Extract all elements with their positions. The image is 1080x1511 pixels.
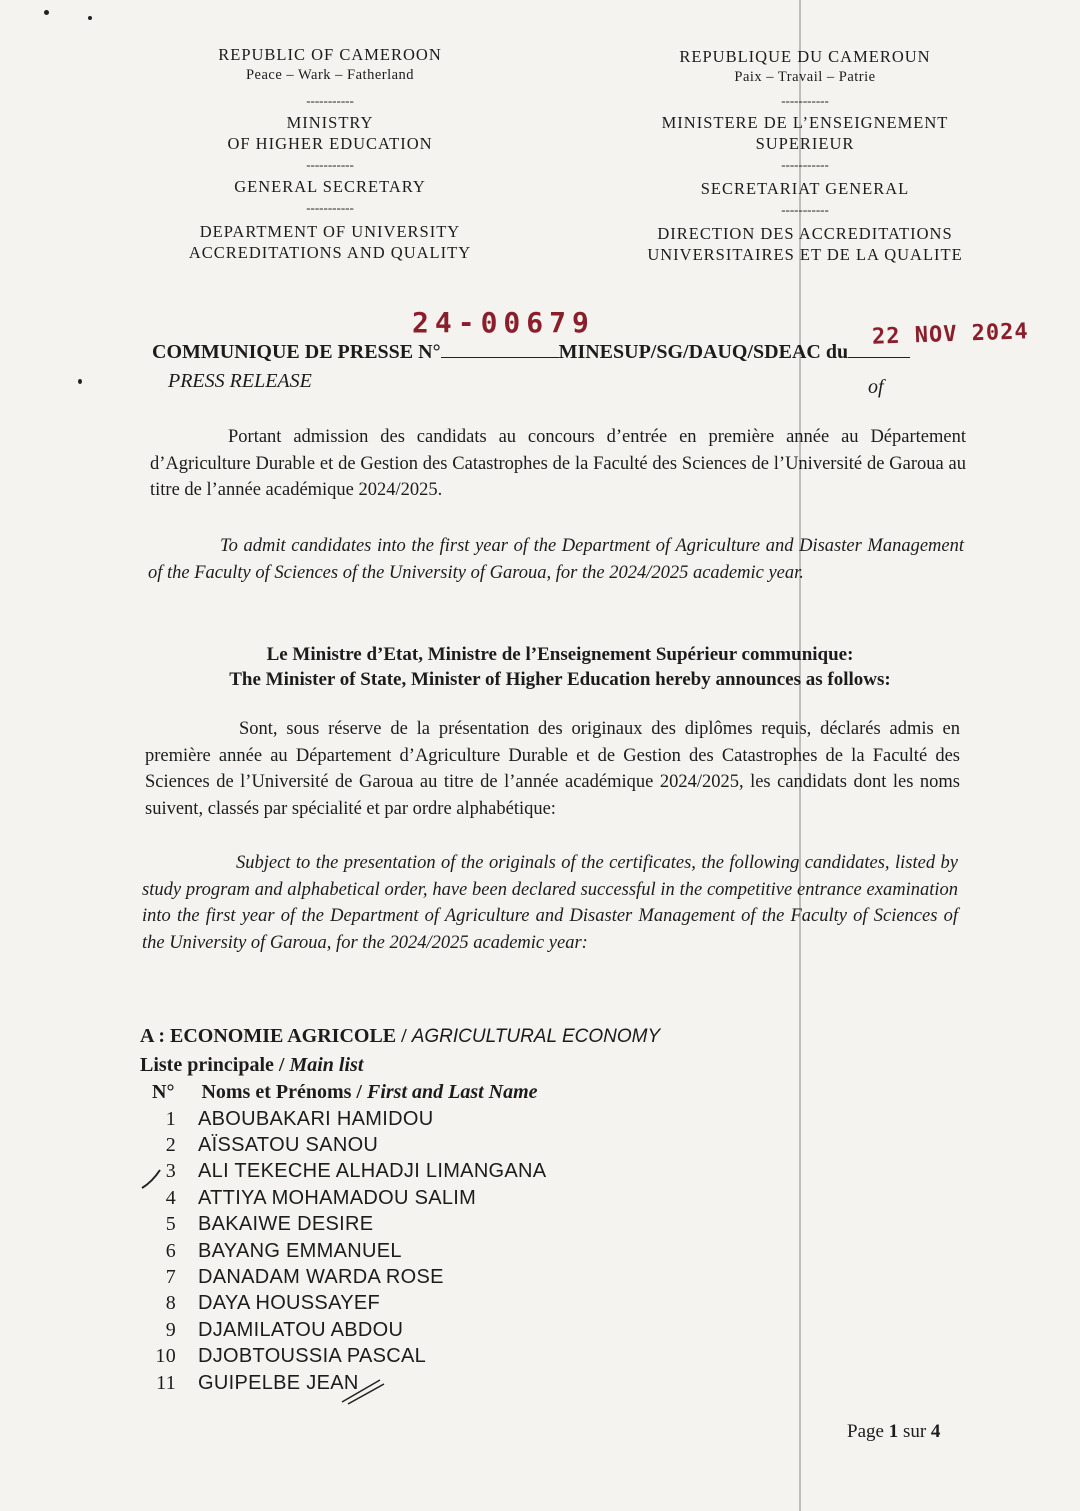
title-of: of (868, 376, 884, 398)
column-headers (152, 1081, 538, 1104)
header-left-ministry-1: MINISTRY (286, 113, 374, 132)
row-number: 4 (165, 1186, 176, 1209)
page-current: 1 (888, 1421, 899, 1442)
row-number: 3 (165, 1160, 176, 1183)
title-du: du (825, 341, 849, 363)
table-row (140, 1317, 546, 1343)
header-left-motto: Peace – Wark – Fatherland (245, 67, 415, 83)
header-right-country: REPUBLIQUE DU CAMEROUN (679, 47, 931, 66)
handwritten-strike (338, 1376, 388, 1406)
press-release-title (152, 341, 910, 364)
row-name: DAYA HOUSSAYEF (198, 1292, 381, 1315)
table-row (140, 1106, 546, 1132)
header-right-department-1: DIRECTION DES ACCREDITATIONS (657, 224, 953, 243)
row-number: 10 (155, 1345, 176, 1368)
stamp-number: 24-00679 (412, 306, 595, 339)
row-number: 8 (165, 1292, 176, 1315)
column-header-number: N° (152, 1081, 175, 1103)
dust-speck (44, 10, 49, 15)
list-title (140, 1054, 363, 1077)
header-left (160, 44, 500, 263)
header-left-country: REPUBLIC OF CAMEROON (218, 45, 442, 64)
table-row (140, 1132, 546, 1158)
body-french: Sont, sous réserve de la présentation des originaux des diplômes requis, déclarés admis en première année au Département d’Agriculture Durable et de Gestion des Catastrophes de la Faculté des Sciences de l’Université de Garoua au titre de l’année académique 2024/2025, les candidats dont les noms suivent, classés par spécialité et par ordre alphabétique: (145, 719, 960, 819)
header-left-department-1: DEPARTMENT OF UNIVERSITY (199, 222, 461, 241)
header-left-separator: ----------- (306, 93, 354, 108)
table-row (140, 1344, 546, 1370)
table-row (140, 1159, 546, 1185)
row-number: 2 (165, 1134, 176, 1157)
row-name: BAYANG EMMANUEL (198, 1239, 402, 1262)
title-label: COMMUNIQUE DE PRESSE N° (152, 341, 441, 363)
announce-english: The Minister of State, Minister of Higher Education hereby announces as follows: (229, 669, 891, 690)
column-header-name-fr: Noms et Prénoms / (201, 1081, 362, 1103)
row-name: ALI TEKECHE ALHADJI LIMANGANA (198, 1160, 547, 1183)
date-blank (848, 343, 910, 358)
header-right-ministry-2: SUPERIEUR (755, 134, 855, 153)
header-right-department-2: UNIVERSITAIRES ET DE LA QUALITE (647, 245, 963, 264)
row-name: ABOUBAKARI HAMIDOU (198, 1107, 434, 1130)
column-header-name-en: First and Last Name (366, 1081, 538, 1103)
dust-speck (78, 379, 82, 384)
header-right-separator: ----------- (781, 202, 829, 217)
header-right (630, 46, 980, 265)
list-title-fr: Liste principale / (140, 1054, 285, 1076)
row-number: 7 (165, 1266, 176, 1289)
row-name: DJAMILATOU ABDOU (198, 1318, 404, 1341)
header-left-separator: ----------- (306, 157, 354, 172)
row-name: BAKAIWE DESIRE (198, 1213, 374, 1236)
row-name: ATTIYA MOHAMADOU SALIM (198, 1186, 477, 1209)
press-release-subtitle: PRESS RELEASE (168, 370, 312, 392)
page-total: 4 (930, 1421, 941, 1442)
page-number (847, 1421, 940, 1443)
section-title-en: AGRICULTURAL ECONOMY (411, 1026, 661, 1047)
table-row (140, 1291, 546, 1317)
number-blank (441, 343, 559, 358)
list-title-en: Main list (289, 1054, 364, 1076)
table-row (140, 1238, 546, 1264)
object-french: Portant admission des candidats au concours d’entrée en première année au Département d’Agriculture Durable et de Gestion des Catastrophes de la Faculté des Sciences de l’Université de Garoua au titre de l’année académique 2024/2025. (150, 427, 966, 500)
row-name: AÏSSATOU SANOU (198, 1134, 379, 1157)
row-number: 1 (165, 1107, 176, 1130)
header-left-ministry-2: OF HIGHER EDUCATION (227, 134, 433, 153)
table-row (140, 1264, 546, 1290)
row-name: GUIPELBE JEAN (198, 1371, 359, 1394)
dust-speck (88, 16, 92, 20)
page-sur: sur (902, 1421, 927, 1442)
header-right-ministry-1: MINISTERE DE L’ENSEIGNEMENT (661, 113, 949, 132)
header-right-separator: ----------- (781, 93, 829, 108)
header-left-secretariat: GENERAL SECRETARY (234, 177, 426, 196)
header-left-separator: ----------- (306, 200, 354, 215)
title-reference: MINESUP/SG/DAUQ/SDEAC (558, 341, 821, 363)
header-right-motto: Paix – Travail – Patrie (734, 69, 876, 85)
table-row (140, 1212, 546, 1238)
handwritten-checkmark (138, 1164, 168, 1194)
object-english: To admit candidates into the first year of the Department of Agriculture and Disaster Management of the Faculty of Sciences of the University of Garoua, for the 2024/2025 academic year. (148, 536, 964, 583)
table-row (140, 1185, 546, 1211)
header-left-department-2: ACCREDITATIONS AND QUALITY (188, 243, 472, 262)
row-name: DJOBTOUSSIA PASCAL (198, 1345, 427, 1368)
row-number: 9 (165, 1318, 176, 1341)
row-number: 5 (165, 1213, 176, 1236)
candidate-list (140, 1106, 546, 1396)
header-right-separator: ----------- (781, 157, 829, 172)
row-number: 6 (165, 1239, 176, 1262)
body-english: Subject to the presentation of the originals of the certificates, the following candidates, listed by study program and alphabetical order, have been declared successful in the competitive entrance examination into the first year of the Department of Agriculture and Disaster Management of the Faculty of Sciences of the University of Garoua, for the 2024/2025 academic year: (142, 853, 958, 953)
page-label: Page (847, 1421, 884, 1442)
section-title-fr: A : ECONOMIE AGRICOLE / (140, 1025, 407, 1047)
announce-french: Le Ministre d’Etat, Ministre de l’Enseignement Supérieur communique: (266, 644, 854, 665)
section-title (140, 1025, 660, 1048)
row-number: 11 (156, 1371, 176, 1394)
row-name: DANADAM WARDA ROSE (198, 1266, 444, 1289)
header-right-secretariat: SECRETARIAT GENERAL (700, 179, 910, 198)
stamp-date: 22 NOV 2024 (871, 319, 1030, 350)
